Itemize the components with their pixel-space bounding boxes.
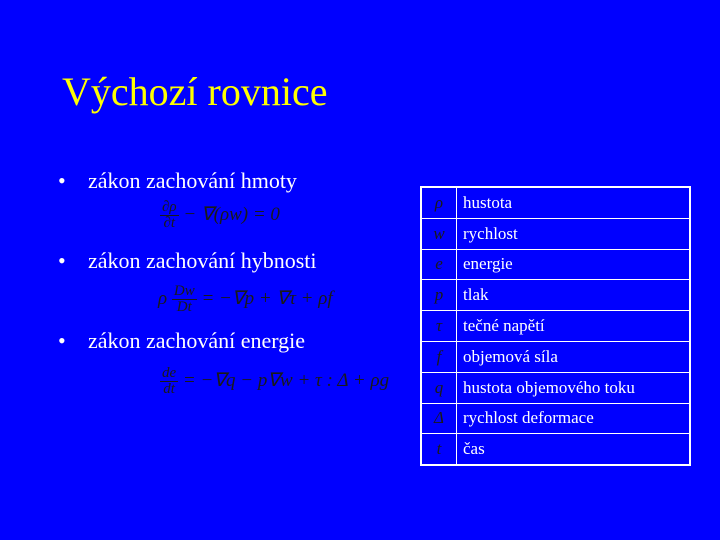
legend-row [421,341,690,372]
legend-label: hustota objemového toku [457,372,691,403]
legend-symbol: ρ [421,187,457,218]
momentum-fraction-num: Dw [173,283,195,299]
momentum-equation [158,284,333,315]
mass-fraction-den: ∂t [163,215,176,231]
legend-symbol: p [421,280,457,311]
mass-fraction [160,200,179,231]
legend-symbol: Δ [421,403,457,434]
bullet-dot: • [58,168,66,193]
legend-symbol: τ [421,311,457,342]
bullet-energy-text: zákon zachování energie [88,328,306,353]
momentum-fraction-den: Dt [176,299,192,315]
symbol-legend-table [420,186,691,466]
legend-row [421,434,690,465]
energy-fraction-den: dt [163,381,175,397]
legend-row [421,218,690,249]
momentum-equation-rest: = −∇p + ∇τ + ρf [201,287,333,309]
legend-label: tečné napětí [457,311,691,342]
momentum-lead: ρ [158,287,168,309]
energy-equation-rest: = −∇q − p∇w + τ : Δ + ρg [182,369,390,391]
bullet-momentum-text: zákon zachování hybnosti [88,248,317,273]
legend-row [421,403,690,434]
legend-symbol: t [421,434,457,465]
energy-equation [160,366,389,397]
legend-label: tlak [457,280,691,311]
legend-row [421,280,690,311]
legend-row [421,311,690,342]
mass-equation-rest: − ∇(ρw) = 0 [183,203,280,225]
legend-label: rychlost deformace [457,403,691,434]
legend-label: čas [457,434,691,465]
legend-label: energie [457,249,691,280]
bullet-mass [58,170,297,192]
legend-symbol: w [421,218,457,249]
legend-row [421,372,690,403]
energy-fraction-num: de [162,365,177,381]
bullet-energy [58,330,305,352]
legend-label: hustota [457,187,691,218]
legend-symbol: e [421,249,457,280]
legend-symbol: q [421,372,457,403]
slide-title: Výchozí rovnice [62,69,328,114]
momentum-fraction [172,284,197,315]
mass-fraction-num: ∂ρ [162,199,177,215]
legend-label: rychlost [457,218,691,249]
bullet-dot: • [58,248,66,273]
mass-equation [160,200,280,231]
bullet-mass-text: zákon zachování hmoty [88,168,297,193]
legend-row [421,187,690,218]
bullet-dot: • [58,328,66,353]
energy-fraction [160,366,178,397]
legend-row [421,249,690,280]
legend-label: objemová síla [457,341,691,372]
legend-body [421,187,690,465]
legend-symbol: f [421,341,457,372]
bullet-momentum [58,250,317,272]
